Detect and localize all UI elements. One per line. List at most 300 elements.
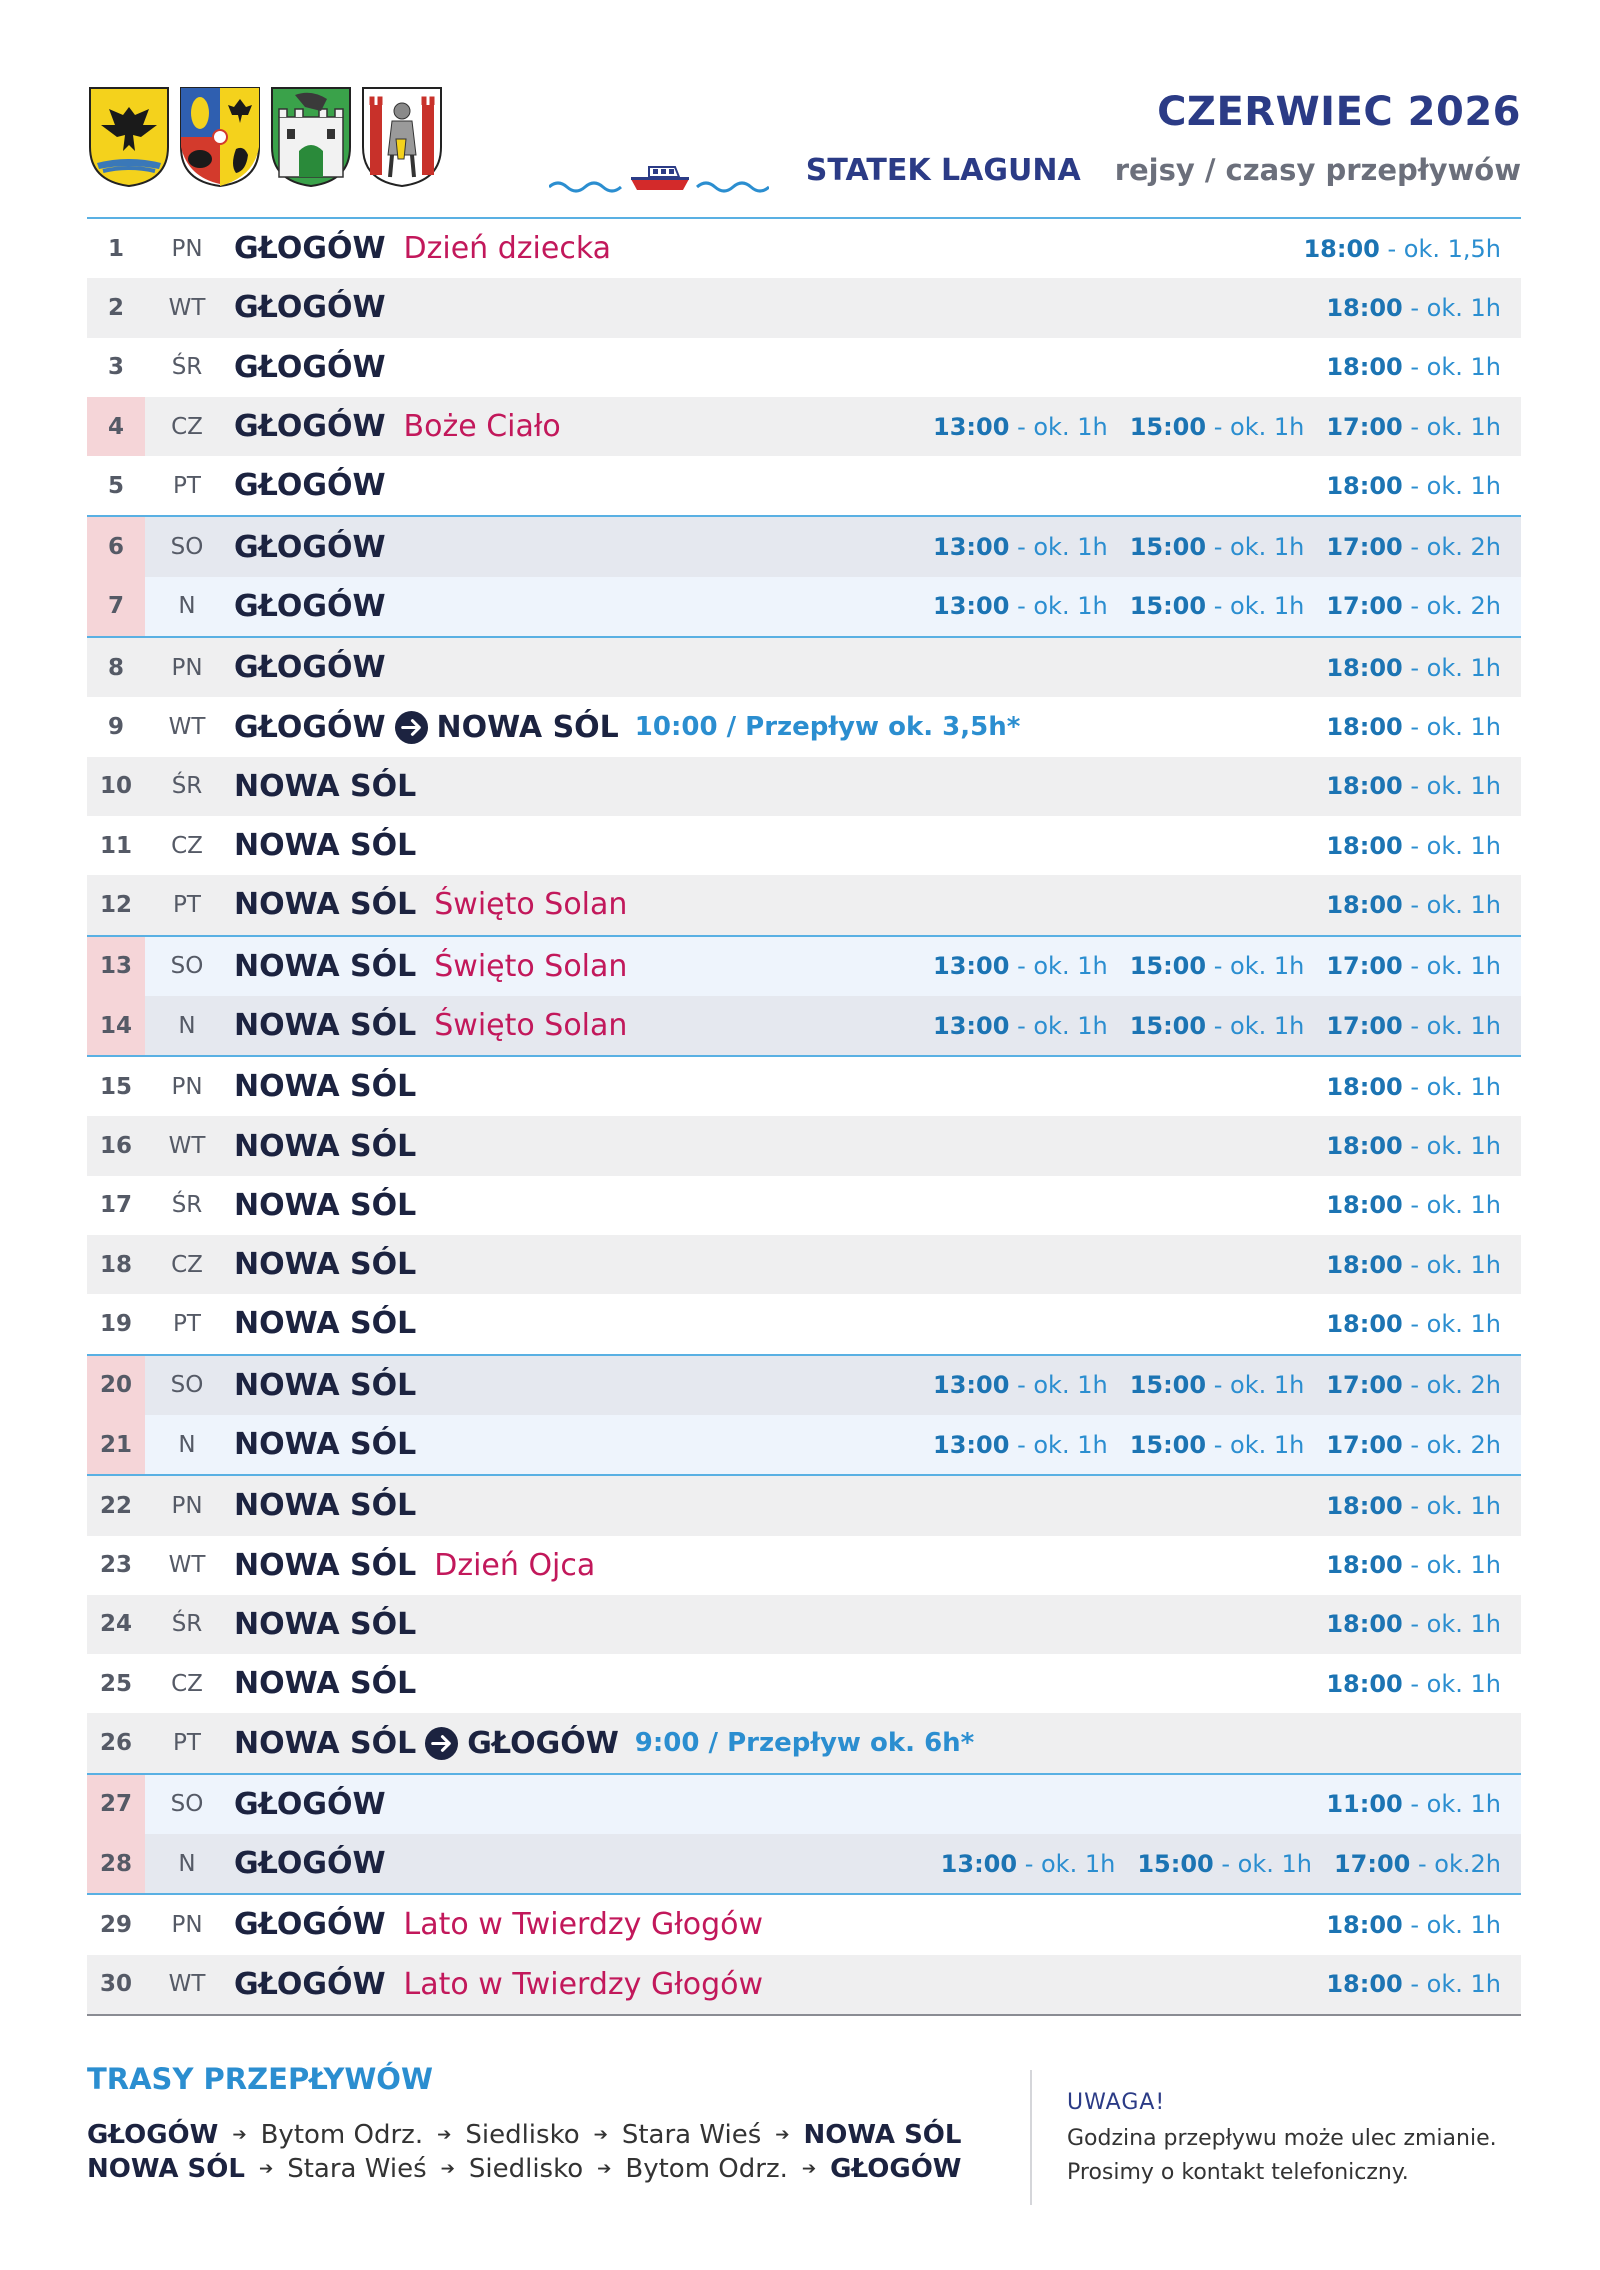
- cruise-time-slot: [1326, 952, 1501, 980]
- cruise-times: [1326, 278, 1501, 337]
- location: [234, 589, 386, 624]
- cruise-start-time: 13:00: [940, 1849, 1018, 1878]
- location-name: NOWA SÓL: [234, 1367, 417, 1403]
- cruise-start-time: 15:00: [1129, 952, 1207, 981]
- cruise-duration: - ok. 1h: [1402, 412, 1501, 441]
- cruise-time-slot: [1326, 1371, 1501, 1399]
- day-of-week: WT: [168, 1133, 206, 1160]
- cruise-time-slot: [1326, 713, 1501, 741]
- cruise-times: [933, 517, 1501, 576]
- location-name: NOWA SÓL: [234, 768, 417, 804]
- day-of-week: CZ: [171, 832, 203, 859]
- cruise-start-time: 18:00: [1326, 772, 1403, 801]
- location-name: NOWA SÓL: [234, 948, 417, 984]
- table-row: [87, 1536, 1521, 1595]
- location: [234, 1607, 416, 1642]
- cruise-start-time: 17:00: [1326, 1011, 1403, 1040]
- cruise-time-slot: [933, 1012, 1108, 1040]
- day-number: 18: [99, 1251, 132, 1278]
- subtitle-text: rejsy / czasy przepływów: [1114, 153, 1521, 187]
- location-name: NOWA SÓL: [234, 828, 417, 864]
- cruise-time-slot: [1130, 1012, 1305, 1040]
- table-row: [87, 515, 1521, 576]
- cruise-start-time: 15:00: [1137, 1849, 1214, 1878]
- cruise-start-time: 13:00: [933, 1371, 1010, 1400]
- location: [234, 828, 416, 863]
- table-row: [87, 1415, 1521, 1474]
- route-stop: Stara Wieś: [621, 2120, 762, 2150]
- route-stop: GŁOGÓW: [87, 2120, 219, 2150]
- location: [234, 1846, 386, 1881]
- cruise-times: [1326, 757, 1501, 816]
- route-arrow-icon: ➔: [593, 2125, 608, 2145]
- cruise-times: [933, 1415, 1501, 1474]
- cruise-time-slot: [1326, 472, 1501, 500]
- location-name: NOWA SÓL: [234, 1069, 417, 1105]
- route-stop: NOWA SÓL: [87, 2154, 245, 2184]
- day-number: 11: [99, 832, 132, 859]
- event-name: Święto Solan: [434, 887, 628, 923]
- cruise-times: [1326, 638, 1501, 697]
- cruise-time-slot: [933, 592, 1108, 620]
- cruise-duration: - ok. 1h: [1402, 471, 1501, 500]
- route-stop: Siedlisko: [465, 2120, 580, 2150]
- cruise-time-slot: [1326, 533, 1501, 561]
- transfer-info: 9:00 / Przepływ ok. 6h*: [634, 1728, 975, 1759]
- cruise-duration: - ok. 1h: [1402, 1790, 1501, 1819]
- table-row: [87, 1955, 1521, 2014]
- cruise-start-time: 13:00: [933, 1011, 1010, 1040]
- cruise-duration: - ok. 1h: [1206, 1430, 1305, 1459]
- location: [234, 409, 386, 444]
- arrow-right-icon: [394, 710, 429, 745]
- day-number: 12: [99, 891, 132, 918]
- cruise-times: [933, 996, 1501, 1055]
- cruise-duration: - ok. 1h: [1402, 1132, 1501, 1161]
- location: [234, 1967, 386, 2002]
- day-number: 8: [107, 654, 124, 681]
- table-row: [87, 397, 1521, 456]
- cruise-times: [1326, 1595, 1501, 1654]
- location: [234, 1548, 416, 1583]
- table-row: [87, 1474, 1521, 1535]
- location-name: NOWA SÓL: [234, 1128, 417, 1164]
- cruise-duration: - ok. 1h: [1017, 1849, 1116, 1878]
- location: [234, 1907, 386, 1942]
- cruise-times: [1326, 875, 1501, 934]
- location-name: GŁOGÓW: [234, 650, 386, 686]
- cruise-duration: - ok. 1h: [1402, 1910, 1501, 1939]
- cruise-start-time: 17:00: [1333, 1849, 1411, 1878]
- cruise-start-time: 15:00: [1129, 1430, 1207, 1459]
- cruise-duration: - ok. 1h: [1402, 1970, 1501, 1999]
- footer-divider: [1030, 2070, 1032, 2205]
- cruise-start-time: 18:00: [1326, 831, 1403, 860]
- table-row: [87, 1294, 1521, 1353]
- location-name: NOWA SÓL: [234, 1008, 417, 1043]
- event-name: Dzień dziecka: [403, 231, 612, 267]
- cruise-duration: - ok. 1h: [1402, 713, 1501, 742]
- location-name: GŁOGÓW: [234, 290, 386, 326]
- location: [234, 710, 619, 745]
- cruise-start-time: 13:00: [933, 412, 1010, 441]
- cruise-times: [1326, 1654, 1501, 1713]
- cruise-start-time: 18:00: [1326, 1970, 1403, 1999]
- cruise-time-slot: [1326, 413, 1501, 441]
- cruise-times: [933, 1356, 1501, 1415]
- day-number: 24: [99, 1611, 132, 1638]
- cruise-duration: - ok. 1h: [1206, 592, 1305, 621]
- cruise-start-time: 17:00: [1326, 1371, 1403, 1400]
- cruise-start-time: 17:00: [1326, 412, 1403, 441]
- cruise-time-slot: [1326, 1073, 1501, 1101]
- cruise-duration: - ok. 1h: [1402, 353, 1501, 382]
- cruise-start-time: 18:00: [1326, 1551, 1403, 1580]
- table-row: [87, 1893, 1521, 1954]
- location: [234, 350, 386, 385]
- location: [234, 1188, 416, 1223]
- day-number: 17: [99, 1192, 132, 1219]
- crest-quartered-icon: [178, 85, 262, 188]
- cruise-time-slot: [1326, 1492, 1501, 1520]
- cruise-duration: - ok. 1h: [1009, 592, 1108, 621]
- location-name: GŁOGÓW: [234, 1907, 386, 1943]
- day-number: 7: [87, 577, 145, 636]
- cruise-time-slot: [1130, 1371, 1305, 1399]
- cruise-time-slot: [1326, 654, 1501, 682]
- day-of-week: PN: [171, 235, 203, 262]
- day-of-week: SO: [170, 534, 204, 561]
- cruise-start-time: 17:00: [1326, 952, 1403, 981]
- day-of-week: N: [178, 593, 196, 620]
- day-number: 14: [87, 996, 145, 1055]
- cruise-start-time: 13:00: [933, 952, 1010, 981]
- location: [234, 1427, 416, 1462]
- location-name: GŁOGÓW: [234, 349, 386, 385]
- cruise-time-slot: [1326, 1191, 1501, 1219]
- cruise-duration: - ok. 1h: [1402, 952, 1501, 981]
- day-number: 22: [99, 1492, 132, 1519]
- cruise-time-slot: [1326, 1670, 1501, 1698]
- header: [87, 85, 1521, 215]
- cruise-times: [941, 1834, 1501, 1893]
- cruise-time-slot: [1326, 1970, 1501, 1998]
- table-row: [87, 1354, 1521, 1415]
- route-arrow-icon: ➔: [232, 2125, 247, 2145]
- cruise-times: [1326, 1775, 1501, 1834]
- cruise-start-time: 18:00: [1326, 890, 1403, 919]
- day-number: 5: [107, 472, 124, 499]
- cruise-start-time: 15:00: [1129, 1371, 1207, 1400]
- route-stop: Bytom Odrz.: [260, 2120, 424, 2150]
- event-name: Lato w Twierdzy Głogów: [403, 1907, 764, 1943]
- table-row: [87, 697, 1521, 756]
- cruise-start-time: 15:00: [1129, 1011, 1207, 1040]
- cruise-times: [1326, 1116, 1501, 1175]
- cruise-times: [1326, 338, 1501, 397]
- cruise-duration: - ok. 1h: [1009, 412, 1108, 441]
- cruise-start-time: 18:00: [1326, 293, 1403, 322]
- route-arrow-icon: ➔: [597, 2159, 612, 2179]
- cruise-duration: - ok. 1h: [1402, 1191, 1501, 1220]
- route-arrow-icon: ➔: [258, 2159, 274, 2179]
- route-arrow-icon: ➔: [775, 2125, 790, 2145]
- cruise-start-time: 13:00: [933, 592, 1010, 621]
- day-of-week: ŚR: [171, 354, 203, 381]
- cruise-time-slot: [1326, 1310, 1501, 1338]
- day-number: 23: [99, 1552, 132, 1579]
- location-name: NOWA SÓL: [234, 1725, 417, 1761]
- cruise-duration: - ok. 1,5h: [1379, 234, 1501, 263]
- table-row: [87, 757, 1521, 816]
- cruise-duration: - ok. 1h: [1402, 1669, 1501, 1698]
- cruise-times: [1326, 1536, 1501, 1595]
- cruise-times: [1326, 697, 1501, 756]
- cruise-time-slot: [933, 952, 1108, 980]
- cruise-time-slot: [1326, 772, 1501, 800]
- cruise-duration: - ok. 2h: [1402, 1371, 1501, 1400]
- route-stop: Bytom Odrz.: [625, 2154, 788, 2184]
- cruise-duration: - ok. 1h: [1206, 1011, 1305, 1040]
- location-name: GŁOGÓW: [234, 529, 386, 565]
- cruise-time-slot: [933, 1431, 1108, 1459]
- cruise-duration: - ok. 1h: [1402, 772, 1501, 801]
- cruise-time-slot: [1334, 1850, 1501, 1878]
- cruise-start-time: 18:00: [1326, 1910, 1403, 1939]
- location-name: NOWA SÓL: [234, 1187, 417, 1223]
- day-of-week: CZ: [171, 413, 203, 440]
- cruise-time-slot: [1137, 1850, 1312, 1878]
- day-number: 10: [99, 773, 132, 800]
- cruise-start-time: 18:00: [1326, 1309, 1403, 1338]
- day-of-week: ŚR: [171, 1611, 203, 1638]
- table-row: [87, 875, 1521, 934]
- cruise-duration: - ok. 2h: [1402, 592, 1501, 621]
- cruise-start-time: 18:00: [1326, 1072, 1403, 1101]
- table-row: [87, 935, 1521, 996]
- cruise-time-slot: [1326, 1610, 1501, 1638]
- cruise-times: [1326, 1057, 1501, 1116]
- cruise-time-slot: [1130, 413, 1305, 441]
- cruise-start-time: 17:00: [1326, 533, 1403, 562]
- cruise-times: [1326, 1294, 1501, 1353]
- cruise-start-time: 18:00: [1326, 1669, 1403, 1698]
- day-of-week: PN: [171, 1911, 203, 1938]
- day-number: 29: [99, 1911, 132, 1938]
- day-of-week: PN: [171, 654, 203, 681]
- coats-of-arms: [87, 85, 444, 188]
- location: [234, 769, 416, 804]
- event-name: Boże Ciało: [403, 409, 561, 445]
- day-of-week: WT: [168, 294, 206, 321]
- cruise-times: [1326, 456, 1501, 515]
- cruise-duration: - ok. 2h: [1402, 1430, 1501, 1459]
- cruise-times: [933, 577, 1501, 636]
- cruise-time-slot: [1130, 533, 1305, 561]
- cruise-duration: - ok. 1h: [1402, 890, 1501, 919]
- location: [234, 290, 386, 325]
- cruise-start-time: 17:00: [1326, 592, 1403, 621]
- day-of-week: CZ: [171, 1251, 203, 1278]
- location: [234, 949, 416, 984]
- day-of-week: SO: [170, 953, 204, 980]
- cruise-duration: - ok. 1h: [1402, 1491, 1501, 1520]
- day-number: 30: [99, 1971, 132, 1998]
- location-name: GŁOGÓW: [234, 1786, 386, 1822]
- cruise-start-time: 18:00: [1326, 471, 1403, 500]
- location: [234, 1247, 416, 1282]
- location-name: GŁOGÓW: [234, 709, 386, 745]
- cruise-time-slot: [1326, 1251, 1501, 1279]
- table-row: [87, 1713, 1521, 1772]
- day-of-week: PN: [171, 1492, 203, 1519]
- cruise-start-time: 11:00: [1326, 1790, 1403, 1819]
- location: [234, 887, 416, 922]
- day-number: 2: [107, 294, 124, 321]
- location: [234, 1787, 386, 1822]
- day-number: 4: [87, 397, 145, 456]
- cruise-duration: - ok. 1h: [1402, 1250, 1501, 1279]
- cruise-duration: - ok. 1h: [1206, 1371, 1305, 1400]
- location: [234, 1306, 416, 1341]
- cruise-duration: - ok. 1h: [1206, 412, 1305, 441]
- route-arrow-icon: ➔: [801, 2159, 817, 2179]
- day-number: 9: [107, 714, 124, 741]
- table-row: [87, 996, 1521, 1055]
- cruise-duration: - ok. 1h: [1009, 1371, 1108, 1400]
- day-number: 15: [99, 1073, 132, 1100]
- cruise-start-time: 15:00: [1129, 533, 1207, 562]
- location-destination: GŁOGÓW: [467, 1725, 619, 1761]
- day-number: 3: [107, 354, 124, 381]
- cruise-time-slot: [1326, 1551, 1501, 1579]
- note-line-1: Godzina przepływu może ulec zmianie.: [1067, 2126, 1497, 2151]
- cruise-time-slot: [1130, 592, 1305, 620]
- cruise-start-time: 15:00: [1129, 592, 1207, 621]
- cruise-start-time: 18:00: [1326, 1491, 1403, 1520]
- event-name: Święto Solan: [434, 948, 628, 984]
- cruise-times: [1326, 1176, 1501, 1235]
- subtitle: [806, 153, 1521, 188]
- arrow-right-icon: [424, 1726, 459, 1761]
- cruise-times: [933, 937, 1501, 996]
- day-number: 6: [87, 517, 145, 576]
- location-name: NOWA SÓL: [234, 887, 417, 923]
- cruise-time-slot: [1303, 235, 1501, 263]
- route-stop: Stara Wieś: [287, 2154, 427, 2184]
- event-name: Lato w Twierdzy Głogów: [403, 1966, 764, 2002]
- day-number: 25: [99, 1670, 132, 1697]
- cruise-start-time: 13:00: [933, 533, 1010, 562]
- boat-waves-icon: [549, 157, 769, 197]
- location: [234, 1129, 416, 1164]
- day-of-week: ŚR: [171, 773, 203, 800]
- day-of-week: N: [178, 1012, 196, 1039]
- cruise-duration: - ok. 1h: [1213, 1849, 1312, 1878]
- route-stop: NOWA SÓL: [803, 2120, 962, 2150]
- cruise-duration: - ok. 1h: [1402, 293, 1501, 322]
- cruise-duration: - ok.2h: [1410, 1849, 1501, 1878]
- cruise-start-time: 15:00: [1129, 412, 1207, 441]
- cruise-time-slot: [1326, 294, 1501, 322]
- location-name: NOWA SÓL: [234, 1547, 417, 1583]
- table-row: [87, 1773, 1521, 1834]
- location: [234, 231, 386, 266]
- cruise-start-time: 18:00: [1326, 353, 1403, 382]
- cruise-start-time: 18:00: [1303, 234, 1380, 263]
- location-name: GŁOGÓW: [234, 468, 386, 504]
- day-of-week: WT: [168, 1552, 206, 1579]
- crest-eagle-icon: [87, 85, 171, 188]
- cruise-time-slot: [1130, 952, 1305, 980]
- cruise-start-time: 13:00: [933, 1430, 1010, 1459]
- location: [234, 1008, 416, 1043]
- cruise-time-slot: [941, 1850, 1116, 1878]
- route-stop: GŁOGÓW: [830, 2154, 962, 2184]
- cruise-time-slot: [1130, 1431, 1305, 1459]
- cruise-duration: - ok. 1h: [1009, 533, 1108, 562]
- cruise-duration: - ok. 1h: [1402, 1072, 1501, 1101]
- cruise-time-slot: [933, 413, 1108, 441]
- crest-castle-green-icon: [269, 85, 353, 188]
- cruise-time-slot: [1326, 1132, 1501, 1160]
- cruise-time-slot: [1326, 353, 1501, 381]
- table-row: [87, 1176, 1521, 1235]
- route-stop: Siedlisko: [468, 2154, 584, 2184]
- location-name: NOWA SÓL: [234, 1306, 417, 1342]
- day-number: 27: [87, 1775, 145, 1834]
- day-of-week: PT: [173, 891, 201, 918]
- route-arrow-icon: ➔: [440, 2159, 455, 2179]
- location-name: NOWA SÓL: [234, 1488, 417, 1524]
- table-row: [87, 816, 1521, 875]
- crest-knight-icon: [360, 85, 444, 188]
- cruise-time-slot: [1326, 1911, 1501, 1939]
- schedule-table: [87, 217, 1521, 2016]
- location: [234, 1726, 619, 1761]
- day-of-week: PT: [173, 472, 201, 499]
- transfer-info: 10:00 / Przepływ ok. 3,5h*: [634, 712, 1021, 743]
- location-name: NOWA SÓL: [234, 1666, 417, 1702]
- location: [234, 1488, 416, 1523]
- cruise-start-time: 18:00: [1326, 713, 1403, 742]
- day-of-week: WT: [168, 1971, 206, 1998]
- cruise-duration: - ok. 1h: [1009, 1430, 1108, 1459]
- route-nowa-sol-to-glogow: [87, 2154, 961, 2184]
- day-of-week: ŚR: [171, 1192, 203, 1219]
- table-row: [87, 577, 1521, 636]
- cruise-time-slot: [933, 533, 1108, 561]
- table-row: [87, 1235, 1521, 1294]
- location: [234, 1368, 416, 1403]
- cruise-duration: - ok. 1h: [1402, 1011, 1501, 1040]
- table-row: [87, 338, 1521, 397]
- cruise-start-time: 18:00: [1326, 1191, 1403, 1220]
- day-number: 19: [99, 1310, 132, 1337]
- cruise-start-time: 18:00: [1326, 1610, 1403, 1639]
- day-of-week: PT: [173, 1310, 201, 1337]
- table-row: [87, 1654, 1521, 1713]
- location-name: GŁOGÓW: [234, 1846, 386, 1882]
- event-name: Dzień Ojca: [434, 1547, 596, 1583]
- table-row: [87, 456, 1521, 515]
- cruise-start-time: 17:00: [1326, 1430, 1403, 1459]
- table-row: [87, 278, 1521, 337]
- day-of-week: PT: [173, 1730, 201, 1757]
- cruise-times: [1326, 1235, 1501, 1294]
- cruise-times: [1326, 1476, 1501, 1535]
- location: [234, 1666, 416, 1701]
